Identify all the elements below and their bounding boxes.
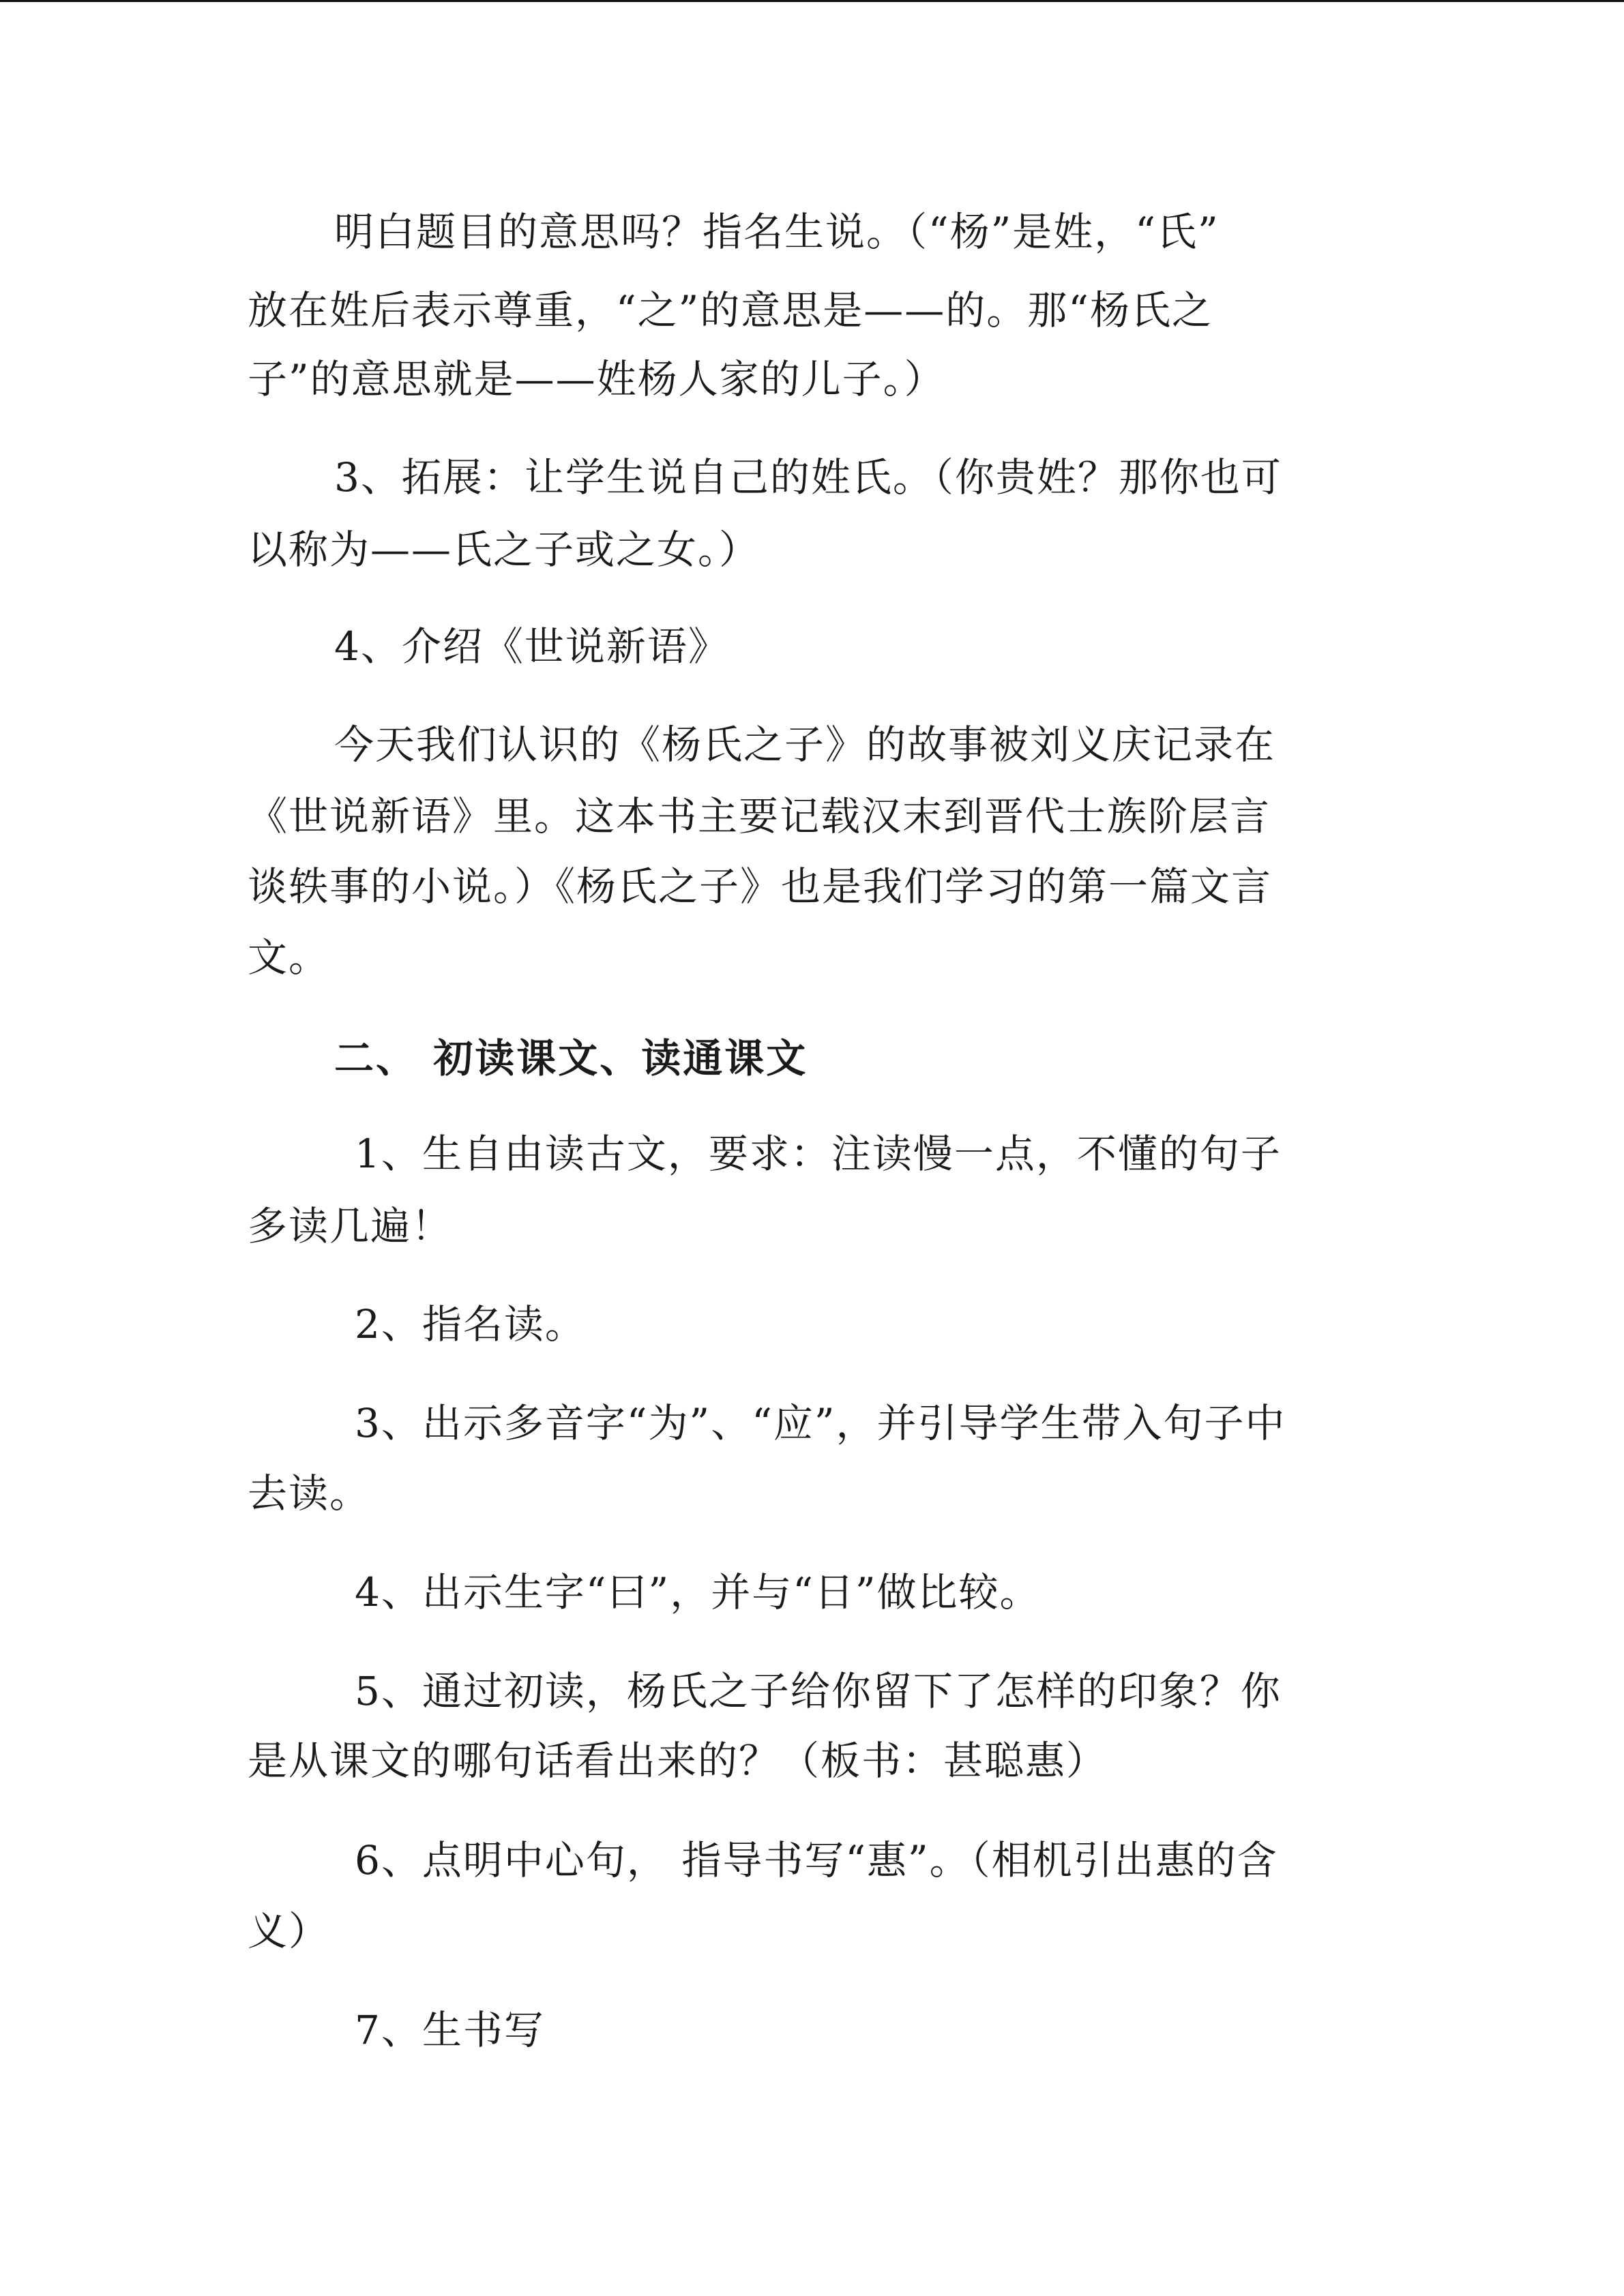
- paragraph-line: 今天我们认识的《杨氏之子》的故事被刘义庆记录在: [334, 721, 1276, 768]
- paragraph-line: 7、生书写: [355, 2007, 545, 2053]
- paragraph-line: 谈轶事的小说。）《杨氏之子》也是我们学习的第一篇文言: [248, 863, 1273, 910]
- paragraph-line: 6、点明中心句， 指导书写“惠”。（相机引出惠的含: [355, 1837, 1278, 1883]
- paragraph-line: 1、生自由读古文，要求：注读慢一点，不懂的句子: [355, 1131, 1282, 1177]
- paragraph-line: 5、通过初读，杨氏之子给你留下了怎样的印象？你: [355, 1668, 1282, 1714]
- paragraph-line: 《世说新语》里。这本书主要记载汉末到晋代士族阶层言: [248, 793, 1271, 839]
- paragraph-line: 3、拓展：让学生说自己的姓氏。（你贵姓？那你也可: [334, 454, 1282, 501]
- paragraph-line: 4、介绍《世说新语》: [334, 623, 729, 670]
- paragraph-line: 多读几遍！: [248, 1203, 453, 1249]
- paragraph-line: 以称为——氏之子或之女。）: [248, 526, 761, 573]
- paragraph-line: 子”的意思就是——姓杨人家的儿子。）: [248, 356, 945, 402]
- paragraph-line: 明白题目的意思吗？指名生说。（“杨”是姓，“氏”: [334, 209, 1220, 255]
- paragraph-line: 4、出示生字“曰”，并与“日”做比较。: [355, 1569, 1041, 1615]
- section-heading: 二、 初读课文、读通课文: [334, 1035, 808, 1082]
- paragraph-line: 2、指名读。: [355, 1301, 586, 1347]
- paragraph-line: 3、出示多音字“为”、“应”，并引导学生带入句子中: [355, 1400, 1286, 1446]
- paragraph-line: 放在姓后表示尊重，“之”的意思是——的。那“杨氏之: [248, 287, 1213, 333]
- paragraph-line: 义）: [248, 1908, 330, 1954]
- paragraph-line: 是从课文的哪句话看出来的？（板书：甚聪惠）: [248, 1738, 1108, 1784]
- paragraph-line: 去读。: [248, 1470, 371, 1517]
- paragraph-line: 文。: [248, 934, 330, 981]
